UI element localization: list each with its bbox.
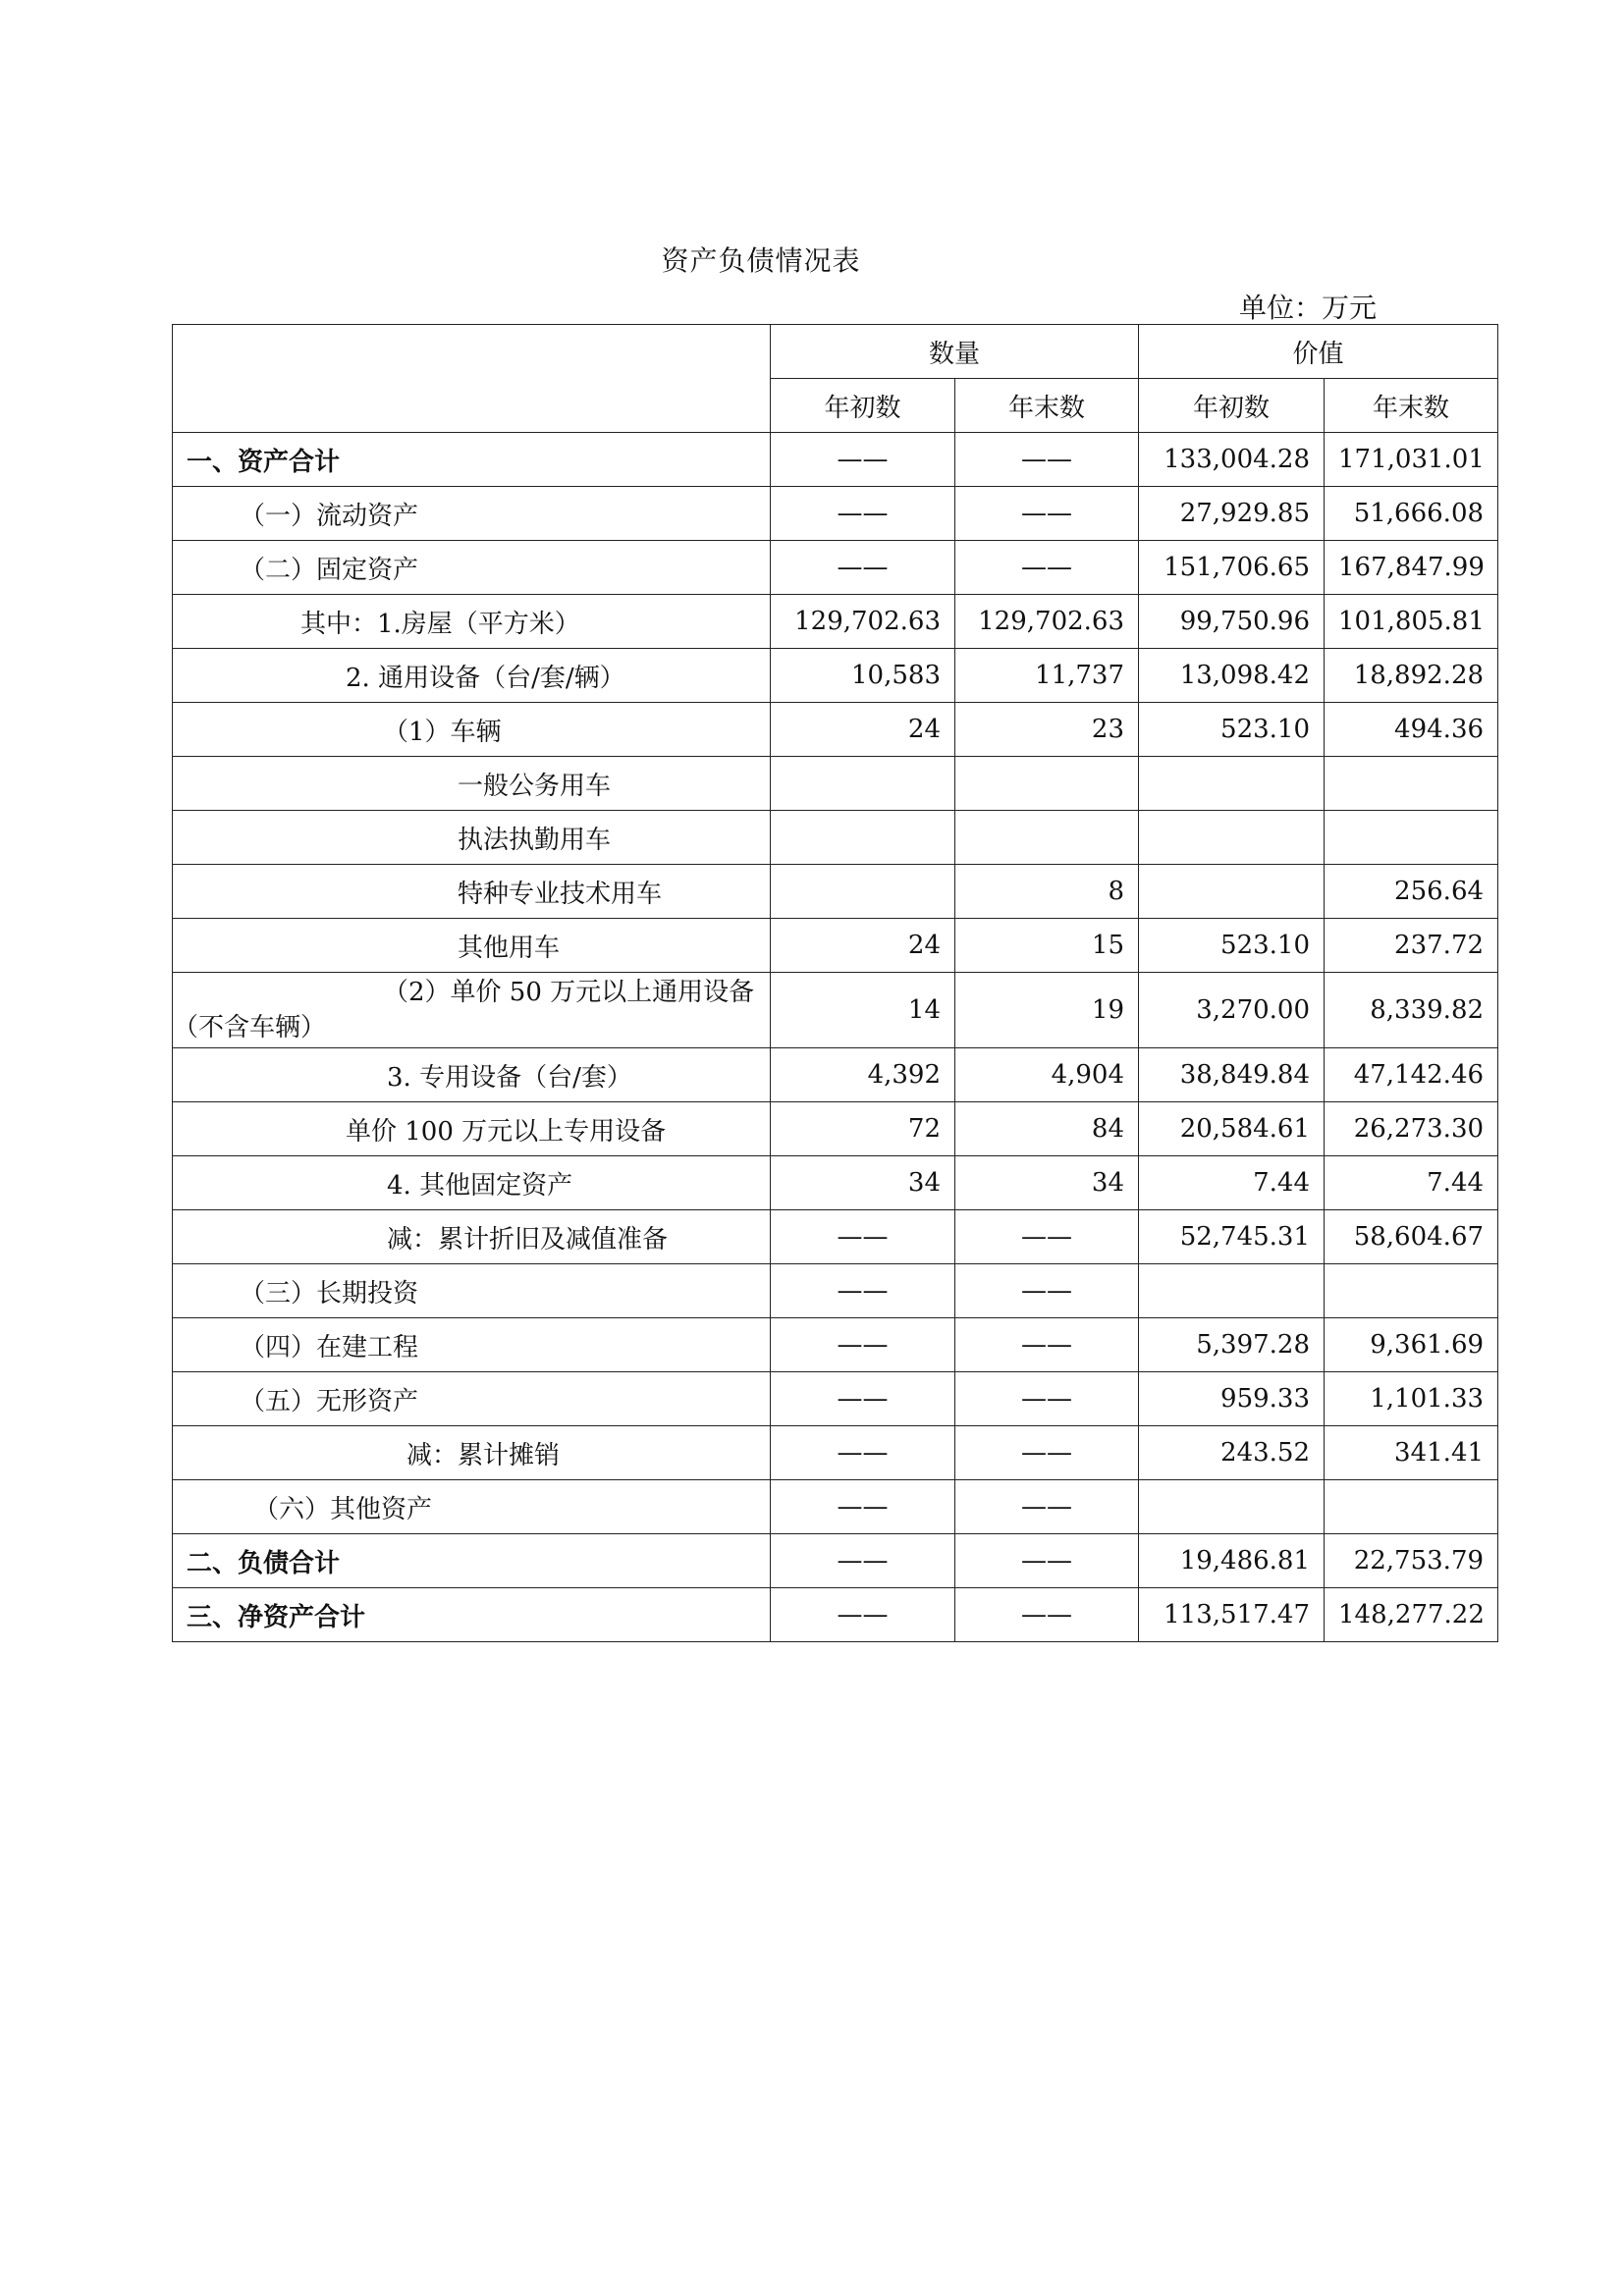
value-end: 51,666.08 (1325, 487, 1498, 541)
header-value-begin: 年初数 (1139, 379, 1325, 433)
value-begin: 523.10 (1139, 703, 1325, 757)
table-row (173, 1210, 1498, 1264)
table-row (173, 1372, 1498, 1426)
table-row (173, 973, 1498, 1048)
qty-begin: —— (771, 1588, 955, 1642)
table-row (173, 811, 1498, 865)
qty-end: —— (955, 1210, 1139, 1264)
value-begin: 3,270.00 (1139, 973, 1325, 1048)
qty-end: 23 (955, 703, 1139, 757)
qty-begin: —— (771, 541, 955, 595)
qty-end: —— (955, 1426, 1139, 1480)
table-row (173, 433, 1498, 487)
page-title: 资产负债情况表 (661, 244, 861, 277)
qty-end: —— (955, 1318, 1139, 1372)
qty-end: —— (955, 1372, 1139, 1426)
row-label: 一般公务用车 (173, 757, 771, 811)
value-end: 237.72 (1325, 919, 1498, 973)
table-row (173, 1264, 1498, 1318)
value-begin: 99,750.96 (1139, 595, 1325, 649)
table-row (173, 595, 1498, 649)
row-label: 减：累计摊销 (173, 1426, 771, 1480)
row-label: 其中：1.房屋（平方米） (173, 595, 771, 649)
qty-begin: —— (771, 1372, 955, 1426)
qty-begin: 34 (771, 1156, 955, 1210)
value-begin: 959.33 (1139, 1372, 1325, 1426)
value-begin: 27,929.85 (1139, 487, 1325, 541)
value-begin: 133,004.28 (1139, 433, 1325, 487)
value-begin: 20,584.61 (1139, 1102, 1325, 1156)
row-label: （五）无形资产 (173, 1372, 771, 1426)
value-end: 58,604.67 (1325, 1210, 1498, 1264)
value-end: 22,753.79 (1325, 1534, 1498, 1588)
qty-begin: —— (771, 1318, 955, 1372)
qty-begin: 24 (771, 919, 955, 973)
table-row (173, 865, 1498, 919)
header-quantity-begin: 年初数 (771, 379, 955, 433)
value-end: 7.44 (1325, 1156, 1498, 1210)
qty-end: —— (955, 487, 1139, 541)
value-end (1325, 757, 1498, 811)
row-label: 一、资产合计 (173, 433, 771, 487)
header-value-end: 年末数 (1325, 379, 1498, 433)
row-label: 4. 其他固定资产 (173, 1156, 771, 1210)
value-begin: 38,849.84 (1139, 1048, 1325, 1102)
value-end: 26,273.30 (1325, 1102, 1498, 1156)
qty-begin: —— (771, 487, 955, 541)
value-begin: 5,397.28 (1139, 1318, 1325, 1372)
header-quantity-end: 年末数 (955, 379, 1139, 433)
value-begin: 151,706.65 (1139, 541, 1325, 595)
qty-end: —— (955, 1480, 1139, 1534)
qty-begin: —— (771, 1534, 955, 1588)
header-quantity: 数量 (771, 325, 1139, 379)
qty-begin: —— (771, 1264, 955, 1318)
qty-end: —— (955, 433, 1139, 487)
qty-end: 15 (955, 919, 1139, 973)
qty-end: 34 (955, 1156, 1139, 1210)
row-label: （四）在建工程 (173, 1318, 771, 1372)
table-row (173, 1318, 1498, 1372)
qty-end: 84 (955, 1102, 1139, 1156)
row-label: 其他用车 (173, 919, 771, 973)
value-end (1325, 1480, 1498, 1534)
header-blank-cell (173, 325, 771, 433)
value-begin (1139, 865, 1325, 919)
table-row (173, 1588, 1498, 1642)
table-row (173, 1156, 1498, 1210)
value-begin: 19,486.81 (1139, 1534, 1325, 1588)
qty-begin (771, 811, 955, 865)
qty-end: —— (955, 1588, 1139, 1642)
qty-begin: —— (771, 1426, 955, 1480)
value-end: 8,339.82 (1325, 973, 1498, 1048)
row-label: （一）流动资产 (173, 487, 771, 541)
table-row (173, 1102, 1498, 1156)
qty-begin (771, 757, 955, 811)
qty-end: 11,737 (955, 649, 1139, 703)
value-end: 1,101.33 (1325, 1372, 1498, 1426)
row-label: 3. 专用设备（台/套） (173, 1048, 771, 1102)
table-row (173, 487, 1498, 541)
row-label: （六）其他资产 (173, 1480, 771, 1534)
value-begin (1139, 757, 1325, 811)
table-row (173, 541, 1498, 595)
table-row (173, 703, 1498, 757)
value-end: 256.64 (1325, 865, 1498, 919)
table-row (173, 1534, 1498, 1588)
row-label: （三）长期投资 (173, 1264, 771, 1318)
value-begin: 7.44 (1139, 1156, 1325, 1210)
qty-begin: 24 (771, 703, 955, 757)
row-label: 三、净资产合计 (173, 1588, 771, 1642)
qty-end: 129,702.63 (955, 595, 1139, 649)
value-end: 47,142.46 (1325, 1048, 1498, 1102)
qty-begin: 14 (771, 973, 955, 1048)
row-label: 特种专业技术用车 (173, 865, 771, 919)
qty-begin: —— (771, 1480, 955, 1534)
qty-begin (771, 865, 955, 919)
qty-end: —— (955, 1534, 1139, 1588)
value-end: 341.41 (1325, 1426, 1498, 1480)
row-label: （二）固定资产 (173, 541, 771, 595)
value-begin: 13,098.42 (1139, 649, 1325, 703)
qty-end (955, 811, 1139, 865)
row-label: 减：累计折旧及减值准备 (173, 1210, 771, 1264)
unit-label: 单位：万元 (1239, 292, 1378, 324)
value-end (1325, 1264, 1498, 1318)
qty-begin: 72 (771, 1102, 955, 1156)
value-end: 9,361.69 (1325, 1318, 1498, 1372)
value-begin (1139, 811, 1325, 865)
table-row (173, 1426, 1498, 1480)
value-end: 167,847.99 (1325, 541, 1498, 595)
row-label: 单价 100 万元以上专用设备 (173, 1102, 771, 1156)
header-row-1 (173, 325, 1498, 379)
row-label: 执法执勤用车 (173, 811, 771, 865)
qty-begin: —— (771, 1210, 955, 1264)
qty-end: —— (955, 1264, 1139, 1318)
qty-end: 8 (955, 865, 1139, 919)
value-begin: 523.10 (1139, 919, 1325, 973)
qty-end: 19 (955, 973, 1139, 1048)
row-label: （2）单价 50 万元以上通用设备（不含车辆） (173, 973, 771, 1048)
qty-end: —— (955, 541, 1139, 595)
qty-begin: —— (771, 433, 955, 487)
value-end: 171,031.01 (1325, 433, 1498, 487)
value-end: 148,277.22 (1325, 1588, 1498, 1642)
row-label: （1）车辆 (173, 703, 771, 757)
value-begin: 243.52 (1139, 1426, 1325, 1480)
table-row (173, 1480, 1498, 1534)
row-label: 2. 通用设备（台/套/辆） (173, 649, 771, 703)
value-begin (1139, 1480, 1325, 1534)
row-label: 二、负债合计 (173, 1534, 771, 1588)
value-end: 18,892.28 (1325, 649, 1498, 703)
table-row (173, 919, 1498, 973)
value-end: 494.36 (1325, 703, 1498, 757)
value-begin: 52,745.31 (1139, 1210, 1325, 1264)
balance-sheet-table (172, 324, 1498, 1642)
qty-begin: 129,702.63 (771, 595, 955, 649)
value-begin: 113,517.47 (1139, 1588, 1325, 1642)
qty-end: 4,904 (955, 1048, 1139, 1102)
table-row (173, 649, 1498, 703)
value-end (1325, 811, 1498, 865)
qty-begin: 4,392 (771, 1048, 955, 1102)
table-row (173, 757, 1498, 811)
header-value: 价值 (1139, 325, 1498, 379)
value-end: 101,805.81 (1325, 595, 1498, 649)
value-begin (1139, 1264, 1325, 1318)
table-row (173, 1048, 1498, 1102)
qty-begin: 10,583 (771, 649, 955, 703)
qty-end (955, 757, 1139, 811)
